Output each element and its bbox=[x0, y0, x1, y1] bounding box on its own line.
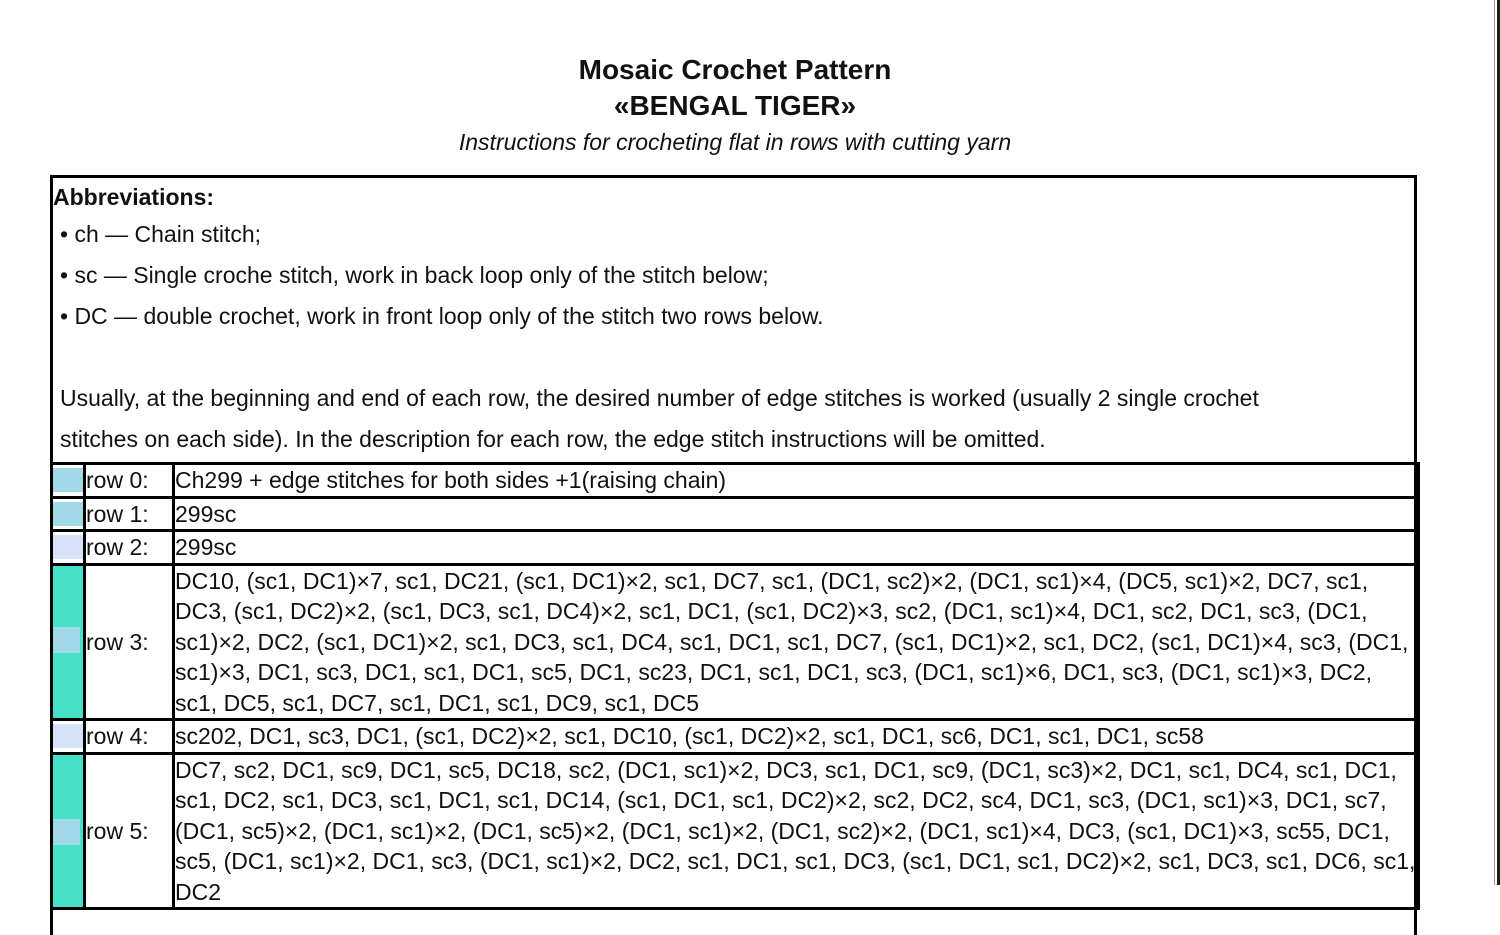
row-instructions: DC10, (sc1, DC1)×7, sc1, DC21, (sc1, DC1)×2, sc1, DC7, sc1, (DC1, sc2)×2, (DC1, sc1)×4, (DC5, sc1)×2, DC7, sc1, DC3, (sc1, DC2)×2, (sc1, DC3, sc1, DC4)×2, sc1, DC1, (sc1, DC2)×3, sc2, (DC1, sc1)×4, DC1, sc2, DC1, sc3, (DC1, sc1)×2, DC2, (sc1, DC1)×2, sc1, DC3, sc1, DC4, sc1, DC1, sc1, DC7, (sc1, DC1)×2, sc1, DC2, (sc1, DC1)×4, sc3, (DC1, sc1)×3, DC1, sc3, DC1, sc1, DC1, sc5, DC1, sc23, DC1, sc1, DC1, sc3, (DC1, sc1)×6, DC1, sc3, (DC1, sc1)×3, DC2, sc1, DC5, sc1, DC7, sc1, DC1, sc1, DC9, sc1, DC5 bbox=[174, 564, 1419, 720]
abbreviation-ch: • ch — Chain stitch; bbox=[60, 221, 262, 247]
row-color-swatch bbox=[52, 720, 85, 754]
instructions-caption: Instructions for crocheting flat in rows with cutting yarn bbox=[458, 129, 1012, 155]
row-instructions: DC7, sc2, DC1, sc9, DC1, sc5, DC18, sc2, (DC1, sc1)×2, DC3, sc1, DC1, sc9, (DC1, sc3)×2, DC1, sc1, DC4, sc1, DC1, sc1, DC2, sc1, DC3, sc1, DC1, sc1, DC14, (sc1, DC1, sc1, DC2)×2, sc2, DC2, sc4, DC1, sc3, (DC1, sc1)×3, DC1, sc7, (DC1, sc5)×2, (DC1, sc1)×2, (DC1, sc5)×2, (DC1, sc1)×2, (DC1, sc2)×2, (DC1, sc1)×4, DC3, (sc1, DC1)×3, sc55, DC1, sc5, (DC1, sc1)×2, DC1, sc3, (DC1, sc1)×2, DC2, sc1, DC1, sc1, DC3, (sc1, DC1, sc1, DC2)×2, sc1, DC3, sc1, DC6, sc1, DC2 bbox=[174, 753, 1419, 909]
row-label: row 4: bbox=[85, 720, 174, 754]
table-row bbox=[52, 464, 1419, 498]
row-instructions: 299sc bbox=[174, 531, 1419, 565]
pattern-name: «BENGAL TIGER» bbox=[613, 90, 857, 121]
edge-stitch-note-line-2: stitches on each side). In the description for each row, the edge stitch instructions will be omitted. bbox=[60, 426, 1046, 452]
row-instructions: sc202, DC1, sc3, DC1, (sc1, DC2)×2, sc1, DC10, (sc1, DC2)×2, sc1, DC1, sc6, DC1, sc1, DC1, sc58 bbox=[174, 720, 1419, 754]
row-color-swatch bbox=[52, 564, 85, 720]
row-label: row 1: bbox=[85, 497, 174, 531]
table-row bbox=[52, 531, 1419, 565]
row-label: row 5: bbox=[85, 753, 174, 909]
table-row bbox=[52, 720, 1419, 754]
row-color-swatch bbox=[52, 464, 85, 498]
page-title: Mosaic Crochet Pattern bbox=[578, 54, 892, 85]
edge-stitch-note-line-1: Usually, at the beginning and end of each row, the desired number of edge stitches is worked (usually 2 single crochet bbox=[60, 385, 1259, 411]
row-color-swatch bbox=[52, 497, 85, 531]
abbreviations-section bbox=[53, 178, 1414, 460]
row-instructions-table bbox=[50, 462, 1420, 910]
pattern-sheet bbox=[50, 175, 1417, 935]
row-color-swatch bbox=[52, 753, 85, 909]
row-label: row 2: bbox=[85, 531, 174, 565]
row-instructions: 299sc bbox=[174, 497, 1419, 531]
table-row bbox=[52, 497, 1419, 531]
abbreviation-dc: • DC — double crochet, work in front loop only of the stitch two rows below. bbox=[60, 303, 824, 329]
row-label: row 0: bbox=[85, 464, 174, 498]
table-row bbox=[52, 753, 1419, 909]
table-row bbox=[52, 564, 1419, 720]
document-header bbox=[0, 52, 1470, 158]
abbreviations-heading: Abbreviations: bbox=[53, 184, 215, 210]
row-instructions: Ch299 + edge stitches for both sides +1(raising chain) bbox=[174, 464, 1419, 498]
abbreviation-sc: • sc — Single croche stitch, work in back loop only of the stitch below; bbox=[60, 262, 769, 288]
row-label: row 3: bbox=[85, 564, 174, 720]
row-color-swatch bbox=[52, 531, 85, 565]
